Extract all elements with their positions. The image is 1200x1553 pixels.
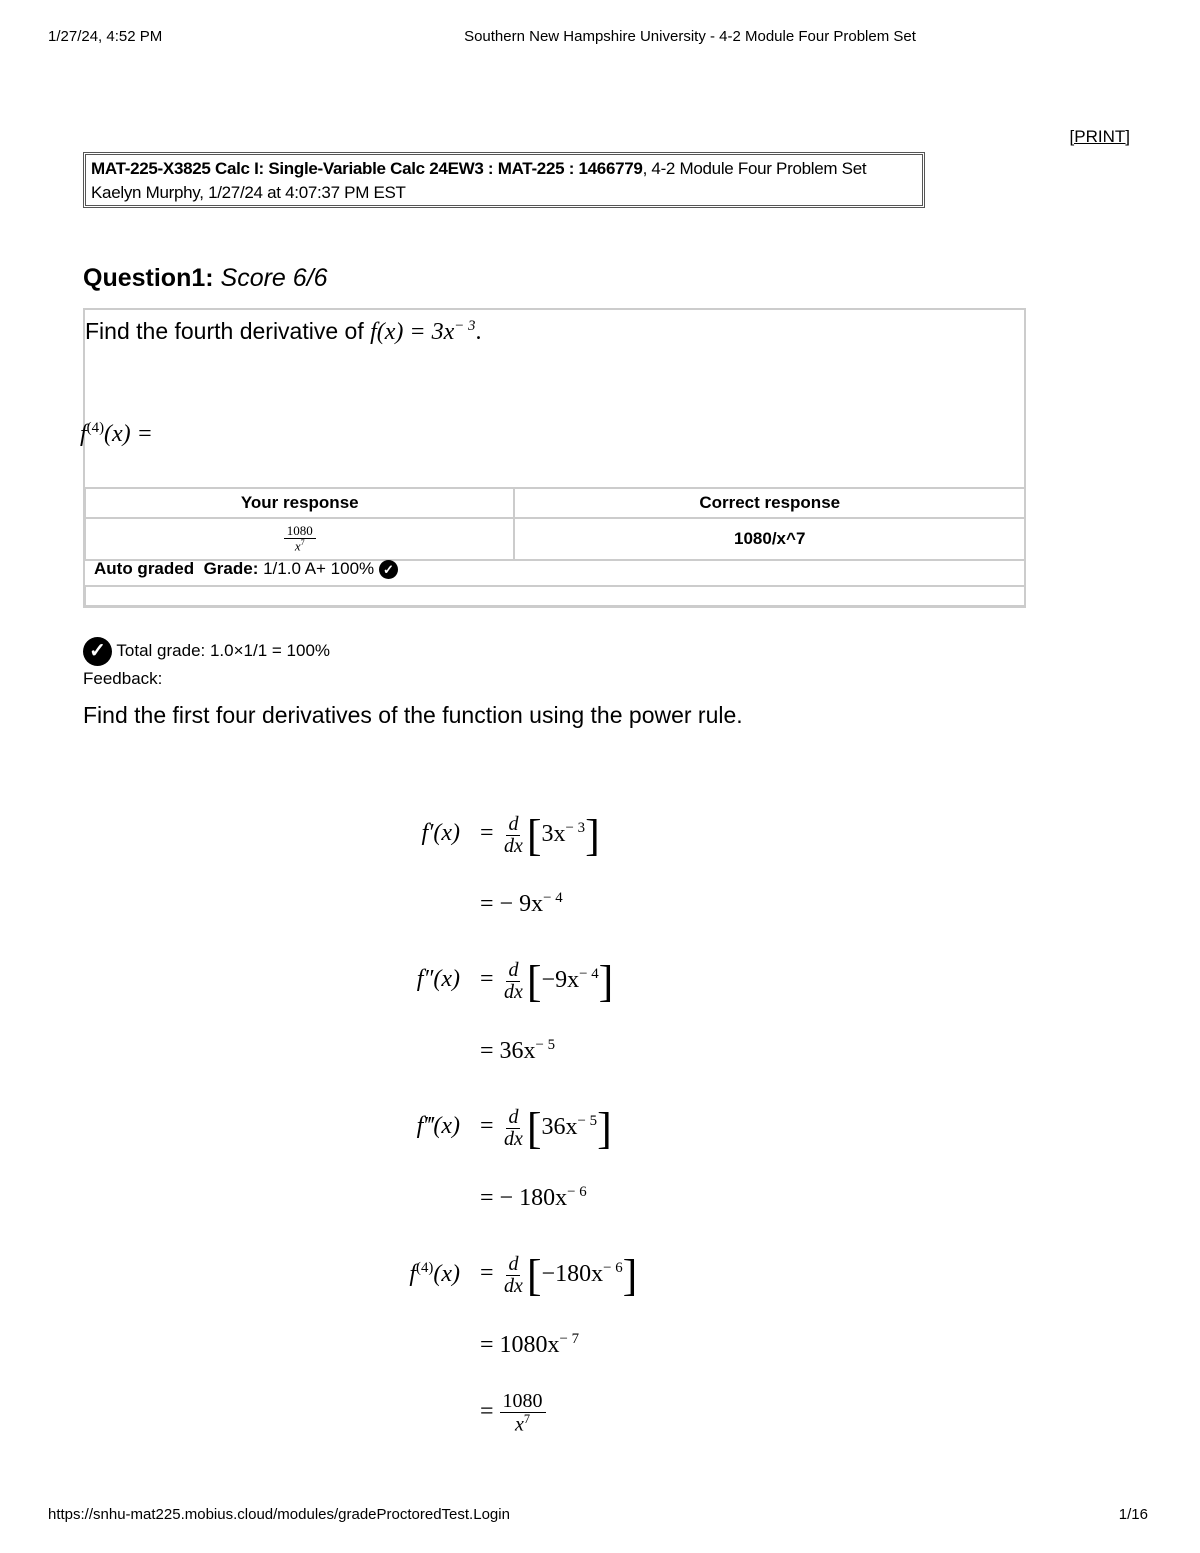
response-table: [84, 487, 1026, 561]
assignment-label: , 4-2 Module Four Problem Set: [642, 159, 867, 178]
derivation-step-2: = − $9x^{- 4}$: [480, 890, 563, 917]
derivation-step-4: = $36x^{- 5}$: [480, 1037, 556, 1064]
correct-response-cell: 1080/x^7: [514, 518, 1025, 560]
answer-label: $f^{(4)}(x)$ =: [80, 420, 153, 447]
correct-response-header: Correct response: [514, 488, 1025, 518]
question-label: Question1:: [83, 264, 214, 292]
document-title: Southern New Hampshire University - 4-2 Module Four Problem Set: [464, 28, 916, 45]
prompt-function: $f(x) = 3x^{- 3}$: [370, 318, 476, 345]
your-response-header: Your response: [85, 488, 514, 518]
student-line: Kaelyn Murphy, 1/27/24 at 4:07:37 PM EST: [91, 183, 406, 202]
grade-value: 1/1.0 A+ 100%: [263, 559, 375, 578]
print-link[interactable]: [PRINT]: [1069, 127, 1130, 146]
derivation-step-6: = − $180x^{- 6}$: [480, 1184, 587, 1211]
assignment-info-box: [83, 152, 925, 208]
feedback-label: Feedback:: [83, 669, 163, 688]
print-timestamp: 1/27/24, 4:52 PM: [48, 28, 163, 45]
your-response-fraction: $\frac{1080}{x^7}$: [284, 524, 316, 554]
total-grade: Total grade: 1.0×1/1 = 100%: [116, 640, 331, 660]
question-score: Score 6/6: [220, 264, 328, 292]
total-grade-line: [83, 637, 330, 666]
question-title: [83, 264, 328, 293]
grade-line: [94, 559, 398, 579]
check-icon: ✓: [379, 560, 398, 579]
your-response-cell: [85, 518, 514, 560]
feedback-intro: Find the first four derivatives of the function using the power rule.: [83, 702, 743, 728]
question-prompt: Find the fourth derivative of $f(x) = 3x^{- 3}$.: [85, 318, 482, 345]
derivation-step-8: = $1080x^{- 7}$: [480, 1331, 580, 1358]
prompt-text: Find the fourth derivative of: [85, 318, 364, 344]
auto-graded-label: Auto graded: [94, 559, 195, 578]
check-circle-icon: ✓: [83, 637, 112, 666]
course-label: MAT-225-X3825 Calc I: Single-Variable Calc 24EW3 : MAT-225 : 1466779: [91, 159, 643, 178]
page-number: 1/16: [1118, 1506, 1148, 1523]
empty-response-bar: [84, 585, 1026, 607]
derivation-step-9: = $\frac{1080}{x^7}$: [480, 1390, 546, 1436]
grade-label: Grade:: [203, 559, 259, 578]
footer-url: https://snhu-mat225.mobius.cloud/modules/gradeProctoredTest.Login: [48, 1506, 510, 1523]
